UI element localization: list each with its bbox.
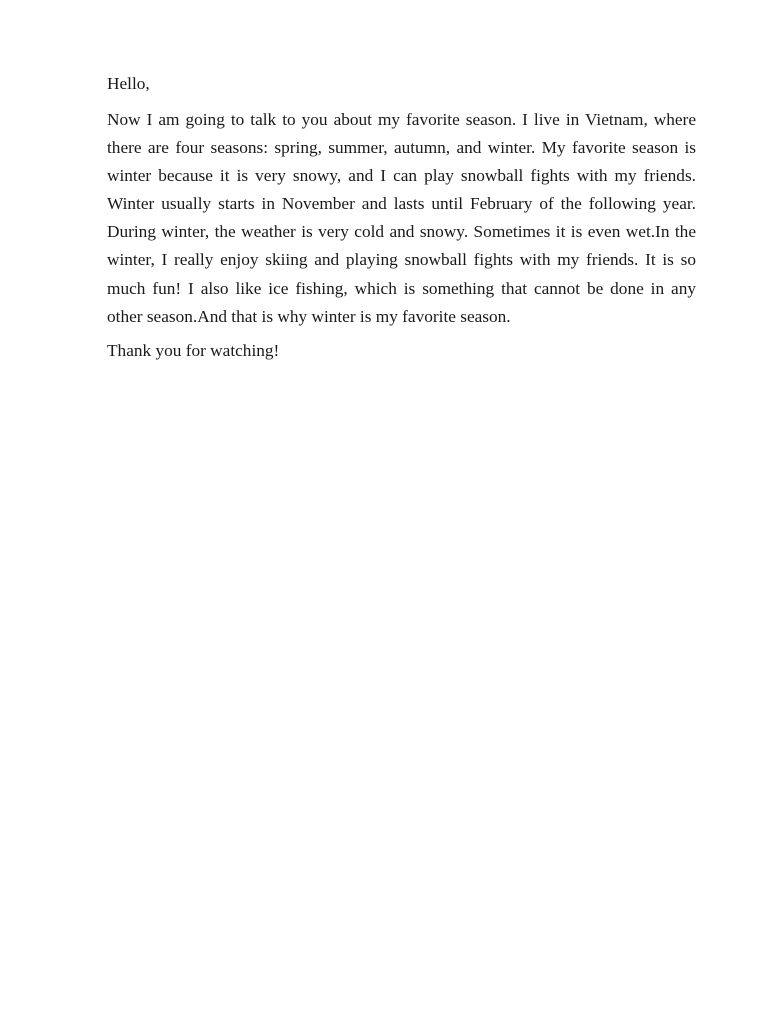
body-paragraph: Now I am going to talk to you about my favorite season. I live in Vietnam, where there are four seasons: spring, summer, autumn, and winter. My favorite season is winter because it is very snowy, and I can play snowball fights with my friends. Winter usually starts in November and lasts until February of the following year. During winter, the weather is very cold and snowy. Sometimes it is even wet.In the winter, I really enjoy skiing and playing snowball fights with my friends. It is so much fun! I also like ice fishing, which is something that cannot be done in any other season.And that is why winter is my favorite season. xyxy=(107,110,696,326)
document-content xyxy=(107,72,696,363)
closing-line: Thank you for watching! xyxy=(107,340,280,360)
greeting-line: Hello, xyxy=(107,74,150,93)
